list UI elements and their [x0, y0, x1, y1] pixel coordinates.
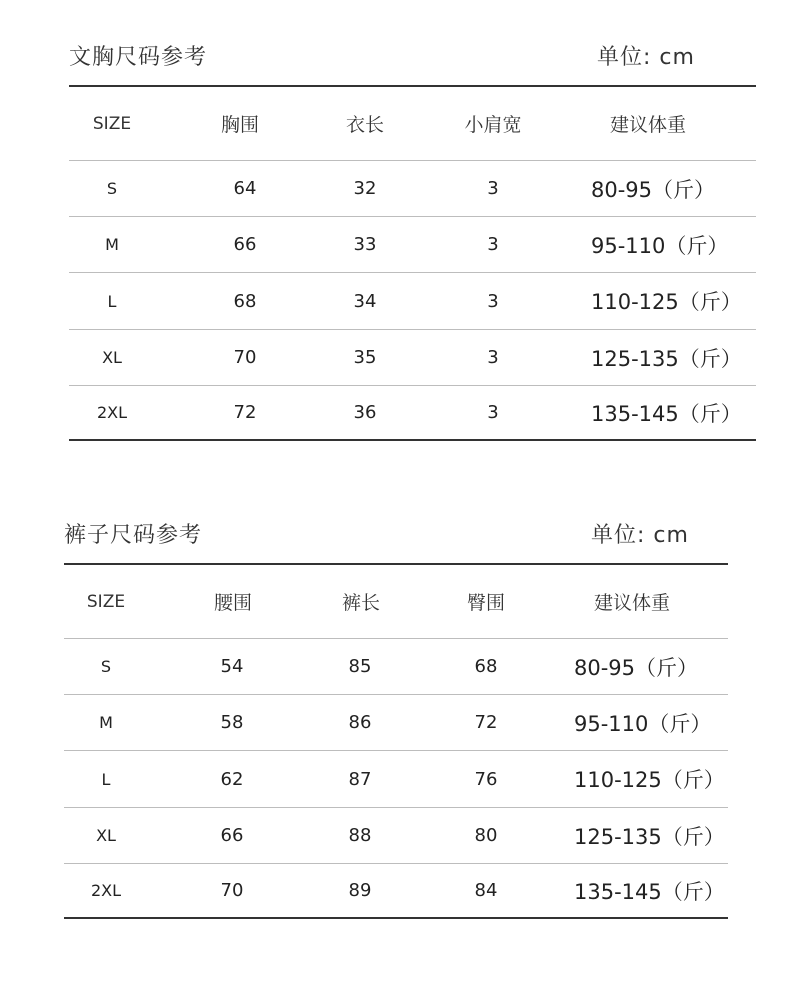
col-header-hip: 臀围	[466, 592, 505, 614]
col-header-size: SIZE	[92, 113, 132, 134]
cell-length: 32	[353, 178, 377, 199]
table-row	[64, 864, 728, 917]
cell-weight: 80-95（斤）	[574, 655, 699, 680]
pants-title-row	[64, 518, 728, 558]
pants-header-row	[64, 565, 728, 638]
cell-hip: 80	[474, 825, 498, 846]
cell-shoulder: 3	[487, 402, 499, 423]
col-header-length: 衣长	[345, 114, 384, 136]
pants-size-table	[64, 518, 728, 920]
cell-size: S	[106, 179, 118, 198]
cell-bust: 68	[233, 290, 257, 312]
cell-bust: 64	[233, 178, 257, 199]
cell-waist: 70	[220, 880, 244, 901]
table-row	[69, 161, 756, 216]
cell-waist: 62	[220, 768, 244, 790]
cell-bust: 66	[233, 234, 257, 255]
cell-waist: 54	[220, 656, 244, 677]
table-row	[69, 217, 756, 272]
table-row	[64, 808, 728, 863]
cell-size: 2XL	[90, 881, 122, 900]
cell-pants-length: 87	[348, 768, 372, 790]
col-header-weight: 建议体重	[593, 592, 670, 614]
bra-title-row	[69, 40, 756, 80]
col-header-shoulder: 小肩宽	[464, 114, 522, 136]
cell-waist: 58	[220, 712, 244, 733]
cell-size: XL	[102, 348, 122, 367]
bra-header-row	[69, 87, 756, 160]
pants-unit-label: 单位: cm	[591, 523, 689, 548]
table-row	[64, 751, 728, 807]
col-header-weight: 建议体重	[609, 114, 686, 136]
col-header-pants-length: 裤长	[341, 592, 380, 614]
cell-bust: 72	[233, 402, 257, 423]
cell-pants-length: 89	[348, 880, 372, 901]
cell-shoulder: 3	[487, 178, 499, 199]
col-header-size: SIZE	[86, 591, 126, 612]
cell-length: 33	[353, 234, 377, 255]
cell-length: 35	[353, 347, 377, 368]
cell-shoulder: 3	[487, 347, 499, 368]
cell-shoulder: 3	[487, 290, 499, 312]
cell-size: XL	[96, 826, 116, 845]
bra-size-table	[69, 40, 756, 442]
bra-bottom-rule	[69, 439, 756, 441]
table-row	[64, 695, 728, 750]
cell-shoulder: 3	[487, 234, 499, 255]
cell-hip: 76	[474, 768, 498, 790]
cell-weight: 135-145（斤）	[591, 401, 742, 426]
cell-pants-length: 85	[348, 656, 372, 677]
cell-length: 36	[353, 402, 377, 423]
cell-pants-length: 88	[348, 825, 372, 846]
bra-unit-label: 单位: cm	[597, 45, 695, 70]
cell-weight: 95-110（斤）	[591, 233, 729, 258]
cell-weight: 80-95（斤）	[591, 177, 716, 202]
col-header-bust: 胸围	[220, 114, 259, 136]
col-header-waist: 腰围	[213, 592, 252, 614]
cell-weight: 110-125（斤）	[574, 768, 725, 792]
cell-size: 2XL	[96, 403, 128, 422]
cell-waist: 66	[220, 825, 244, 846]
cell-weight: 95-110（斤）	[574, 711, 712, 736]
cell-size: M	[99, 713, 113, 732]
table-row	[69, 330, 756, 385]
cell-weight: 125-135（斤）	[574, 824, 725, 849]
bra-table-title: 文胸尺码参考	[69, 45, 208, 70]
cell-size: L	[101, 769, 111, 789]
table-row	[69, 386, 756, 439]
cell-size: L	[107, 291, 117, 311]
cell-length: 34	[353, 290, 377, 312]
cell-weight: 110-125（斤）	[591, 290, 742, 314]
cell-bust: 70	[233, 347, 257, 368]
cell-hip: 84	[474, 880, 498, 901]
cell-hip: 72	[474, 712, 498, 733]
pants-bottom-rule	[64, 917, 728, 919]
cell-size: S	[100, 657, 112, 676]
cell-weight: 135-145（斤）	[574, 879, 725, 904]
cell-hip: 68	[474, 656, 498, 677]
cell-weight: 125-135（斤）	[591, 346, 742, 371]
table-row	[69, 273, 756, 329]
cell-pants-length: 86	[348, 712, 372, 733]
pants-table-title: 裤子尺码参考	[64, 523, 203, 548]
cell-size: M	[105, 235, 119, 254]
table-row	[64, 639, 728, 694]
